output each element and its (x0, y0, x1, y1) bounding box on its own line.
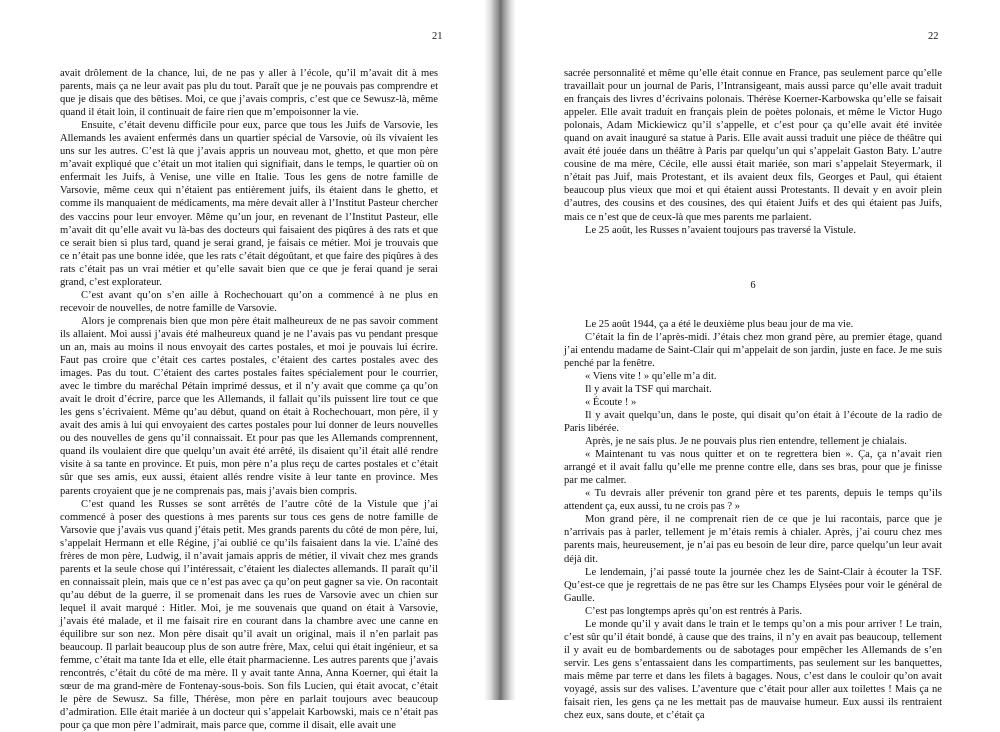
page-number: 22 (928, 31, 939, 42)
paragraph: C’est pas longtemps après qu’on est rentrés à Paris. (585, 605, 803, 617)
paragraph: avait drôlement de la chance, lui, de ne pas y aller à l’école, qu’il m’avait dit à mes parents, mais ça ne leur avait pas plu du tout. Paraît que je ne pouvais pas comprendre et que je disais que des bêtises. Moi, ce que j’avais compris, c’est que ce Sewusz-là, même quand il était loin, il continuait de faire rien que m’empoisonner la vie. (60, 68, 438, 119)
paragraph: C’est quand les Russes se sont arrêtés de l’autre côté de la Vistule que j’ai commencé à poser des questions à mes parents sur tous ces gens de notre famille de Varsovie que j’avais vus quand j’étais petit. Mes grands parents du côté de mon père, lui, s’appelait Hermann et elle Régine, j’ai oublié ce qu’ils faisaient dans la vie. L’aîné des frères de mon père, Ludwig, il n’avait jamais appris de métier, il vivait chez mes grands parents et la seule chose qui l’intéressait, c’étaient les dialectes allemands. Il paraît qu’il en connaissait plein, mais que ce n’est pas avec ça qu’on peut gagner sa vie. On racontait qu’au début de la guerre, il se promenait dans les rues de Varsovie avec un chien sur lequel il avait marqué : Hitler. Moi, je me souvenais que quand on était à Varsovie, j’avais été malade, et il me faisait rire en courant dans la chambre avec une canne en équilibre sur son nez. Mon père disait qu’il avait un original, mais il n’en parlait pas beaucoup. Il parlait beaucoup plus de son autre frère, Max, celui qui était ingénieur, et sa femme, c’était ma tante Ida et elle, elle était pharmacienne. Les autres parents que j’avais rencontrés, c’était du côté de ma mère. Il y avait tante Anna, Anna Koerner, qui était la sœur de ma grand-mère de Fontenay-sous-bois. Son fils Lucien, qui était avocat, c’était le père de Sewusz. Sa fille, Thérèse, mon père en parlait toujours avec beaucoup d’admiration. Elle était mariée à un docteur qui s’appelait Karbowski, mais ce n’était pas pour ça que mon père l’admirait, mais parce que, comme il disait, elle avait une (60, 498, 438, 732)
left-page (0, 0, 494, 732)
paragraph: « Tu devrais aller prévenir ton grand père et tes parents, depuis le temps qu’ils attendent ça, eux aussi, tu ne crois pas ? » (564, 488, 942, 513)
paragraph: Le monde qu’il y avait dans le train et le temps qu’on a mis pour arriver ! Le train, c’est sûr qu’il était bondé, à cause que des trains, il n’y en avait pas beaucoup, tellement il y avait eu de bombardements ou de sabotages pour empêcher les Allemands de s’en servir. Les gens s’entassaient dans les compartiments, pas seulement sur les banquettes, mais même par terre et dans les filets à bagages. Nous, c’est dans le couloir qu’on avait voyagé, assis sur des valises. L’aventure que c’était pour aller aux toilettes ! Mais ça ne faisait rien, les gens ça ne les mettait pas de mauvaise humeur. Eux aussi ils rentraient chez eux, sans doute, et c’était ça (564, 618, 942, 722)
paragraph: Ensuite, c’était devenu difficile pour eux, parce que tous les Juifs de Varsovie, les Allemands les avaient enfermés dans un quartier spécial de Varsovie, où ils vivaient les uns sur les autres. C’est là que j’avais appris un nouveau mot, ghetto, et que mon père m’avait expliqué que c’était un mot italien qui signifiait, dans le temps, le quartier où on enfermait les Juifs, à Venise, une ville en Italie. Tous les gens de notre famille de Varsovie, même ceux qui n’étaient pas entièrement juifs, ils étaient dans le ghetto, et comme ils manquaient de médicaments, ma mère devait aller à l’Institut Pasteur chercher des vaccins pour leur envoyer. Même qu’un jour, en revenant de l’Institut Pasteur, elle m’avait dit qu’elle avait vu là-bas des docteurs qui faisaient des piqûres à des rats et que ce serait bien si plus tard, quand je serai grand, je faisais ce métier. Moi je trouvais que ce n’était pas une bonne idée, que les rats c’était dégoûtant, et que faire des piqûres à des rats c’était pas un vrai métier et qu’elle savait bien que ce que je ferai quand je serai grand, c’est explorateur. (60, 120, 438, 288)
paragraph: C’était la fin de l’après-midi. J’étais chez mon grand père, au premier étage, quand j’ai entendu madame de Saint-Clair qui m’appelait de son jardin, juste en face. Je me suis penché par la fenêtre. (564, 331, 942, 369)
chapter-number: 6 (750, 279, 756, 291)
paragraph: Le 25 août 1944, ça a été le deuxième plus beau jour de ma vie. (585, 318, 854, 330)
paragraph: Le 25 août, les Russes n’avaient toujours pas traversé la Vistule. (585, 224, 856, 236)
right-page-text (564, 67, 942, 722)
paragraph: Il y avait quelqu’un, dans le poste, qui disait qu’on était à l’écoute de la radio de Paris libérée. (564, 409, 942, 435)
paragraph: C’est avant qu’on s’en aille à Rochechouart qu’on a commencé à ne plus en recevoir de nouvelles, de notre famille de Varsovie. (60, 289, 438, 314)
book-gutter-shadow (484, 0, 516, 700)
paragraph: Il y avait la TSF qui marchait. (585, 383, 712, 395)
paragraph: Le lendemain, j’ai passé toute la journée chez les de Saint-Clair à écouter la TSF. Qu’est-ce que je regrettais de ne pas être sur les Champs Elysées pour voir le général de Gaulle. (564, 566, 942, 604)
right-page (506, 0, 1000, 722)
paragraph: « Écoute ! » (585, 396, 637, 408)
paragraph: Après, je ne sais plus. Je ne pouvais plus rien entendre, tellement je chialais. (585, 436, 907, 448)
paragraph: « Viens vite ! » qu’elle m’a dit. (585, 370, 717, 382)
paragraph: Mon grand père, il ne comprenait rien de ce que je lui racontais, parce que je n’arrivais pas à parler, tellement je m’étais remis à chialer. Après, j’ai couru chez mes parents mais, heureusement, je n’ai pas eu besoin de leur dire, parce quelqu’un leur avait déjà dit. (564, 514, 942, 565)
paragraph: sacrée personnalité et même qu’elle était connue en France, pas seulement parce qu’elle travaillait pour un journal de Paris, l’Intransigeant, mais aussi parce qu’elle avait traduit en français des livres d’écrivains polonais. Thérèse Koerner-Karbowska qu’elle se faisait appeler. Elle avait traduit en français plein de poètes polonais, et même le Victor Hugo polonais, Adam Mickiewicz qu’il s’appelle, et c’est pour ça qu’elle avait été invitée quand on avait inauguré sa statue à Paris. Elle avait aussi traduit une pièce de théâtre qui avait été jouée dans un théâtre à Paris par quelqu’un qui s’appelait Gaston Baty. L’autre cousine de ma mère, Cécile, elle aussi était mariée, son mari s’appelait Steyermark, il n’était pas Juif, mais Protestant, et ils avaient deux fils, Georges et Paul, qui étaient beaucoup plus vieux que moi et qui étaient aussi Protestants. Il devait y en avoir plein d’autres, des cousins et des cousines, des qui étaient Juifs et des qui étaient pas Juifs, mais ce n’est que de ceux-là que mes parents me parlaient. (564, 68, 942, 223)
left-page-text (60, 67, 438, 732)
page-number: 21 (432, 31, 443, 42)
paragraph: Alors je comprenais bien que mon père était malheureux de ne pas savoir comment ils allaient. Moi aussi j’avais été malheureux quand je ne l’avais pas vu pendant presque un an, mais au moins il nous envoyait des cartes postales, et moi je pouvais lui écrire. Faut pas croire que c’était ces cartes postales, c’étaient des cartes postales avec des images. Pas du tout. C’étaient des cartes postales faites spécialement pour le courrier, avec le timbre du maréchal Pétain imprimé dessus, et il n’y avait que comme ça qu’on avait le droit d’écrire, parce que les Allemands, il fallait qu’ils puissent lire tout ce que les gens s’écrivaient. Même qu’au début, quand on était à Rochechouart, mon père, il y avait des amis à lui qui envoyaient des cartes postales pour lui donner de leurs nouvelles ou des nouvelles de gens qu’il connaissait. Et pour pas que les Allemands comprennent, quand ils voulaient dire que quelqu’un avait été arrêté, ils disaient qu’il était allé rendre visite à sa tante en province. Et puis, mon père n’a plus reçu de cartes postales et c’était sûr que ses amis, eux aussi, étaient allés rendre visite à leur tante en province. Mes parents croyaient que je ne comprenais pas, mais j’avais bien compris. (60, 315, 438, 497)
paragraph: « Maintenant tu vas nous quitter et on te regrettera bien ». Ça, ça n’avait rien arrangé et il avait fallu qu’elle me prenne contre elle, dans ses bras, pour que je finisse par me calmer. (564, 449, 942, 487)
